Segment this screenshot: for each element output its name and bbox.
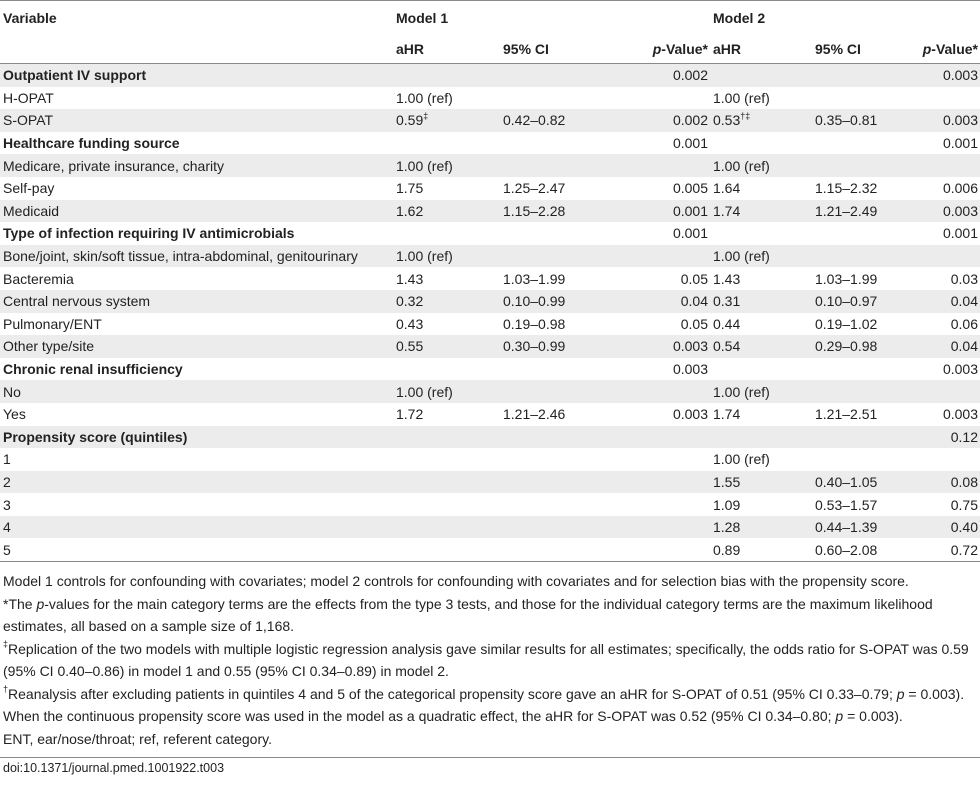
m2-ci-cell bbox=[812, 380, 911, 403]
m2-ahr-cell bbox=[710, 222, 812, 245]
m2-ci-cell: 1.03–1.99 bbox=[815, 270, 878, 287]
row-label: Chronic renal insufficiency bbox=[3, 361, 183, 378]
m2-pvalue-cell: 0.001 bbox=[942, 225, 978, 242]
m2-pvalue-cell: 0.001 bbox=[942, 135, 978, 152]
m2-ci-cell bbox=[812, 64, 911, 87]
m1-ci-cell: 0.30–0.99 bbox=[500, 335, 604, 358]
table-row bbox=[0, 245, 980, 268]
row-label: 2 bbox=[0, 471, 393, 494]
m2-ci-cell: 1.21–2.49 bbox=[812, 200, 911, 223]
m2-ahr-cell bbox=[710, 64, 812, 87]
table-row bbox=[0, 516, 980, 539]
row-label: S-OPAT bbox=[0, 109, 393, 132]
m2-ci-cell: 0.35–0.81 bbox=[812, 109, 911, 132]
m2-ahr-cell: 0.44 bbox=[713, 315, 741, 332]
m2-ahr-cell: 1.28 bbox=[710, 516, 812, 539]
m2-ci-cell: 0.40–1.05 bbox=[812, 471, 911, 494]
m1-ahr-cell: 1.00 (ref) bbox=[393, 245, 500, 268]
row-label: Propensity score (quintiles) bbox=[0, 426, 393, 449]
m2-ci-cell bbox=[812, 222, 911, 245]
m2-ahr-cell: 1.00 (ref) bbox=[713, 451, 770, 468]
m1-ci-cell bbox=[500, 448, 604, 471]
table-row bbox=[0, 426, 980, 449]
m1-ahr-cell: 1.72 bbox=[396, 406, 424, 423]
m1-ci-cell: 1.15–2.28 bbox=[500, 200, 604, 223]
m2-ahr-cell bbox=[710, 358, 812, 381]
table-footnotes bbox=[0, 562, 980, 750]
table-row bbox=[0, 335, 980, 358]
m2-pvalue-cell: 0.08 bbox=[911, 471, 980, 494]
m1-pvalue-cell: 0.002 bbox=[604, 64, 710, 87]
table-row bbox=[0, 471, 980, 494]
doi-line: doi:10.1371/journal.pmed.1001922.t003 bbox=[0, 757, 980, 775]
header-blank bbox=[0, 34, 393, 64]
m2-ahr-cell: 0.31 bbox=[710, 290, 812, 313]
m2-pvalue-cell: 0.04 bbox=[911, 335, 980, 358]
row-label: Bone/joint, skin/soft tissue, intra-abdominal, genitourinary bbox=[0, 245, 393, 268]
row-label: No bbox=[0, 380, 393, 403]
table-row bbox=[0, 109, 980, 132]
row-label: Yes bbox=[3, 406, 26, 423]
m2-pvalue-cell: 0.06 bbox=[950, 315, 978, 332]
m2-pvalue-cell: 0.003 bbox=[911, 109, 980, 132]
header-m1-pvalue: p-Value* bbox=[604, 34, 710, 64]
row-label: 1 bbox=[3, 451, 11, 468]
table-body bbox=[0, 64, 980, 562]
m2-pvalue-cell: 0.006 bbox=[942, 180, 978, 197]
table-row bbox=[0, 87, 980, 110]
m2-pvalue-cell: 0.12 bbox=[911, 426, 980, 449]
m1-pvalue-cell bbox=[604, 471, 710, 494]
m1-pvalue-cell: 0.05 bbox=[680, 270, 708, 287]
table-row bbox=[0, 64, 980, 87]
m1-ahr-cell: 0.55 bbox=[393, 335, 500, 358]
header-variable: Variable bbox=[3, 9, 57, 26]
m2-ahr-cell: 0.54 bbox=[710, 335, 812, 358]
m1-pvalue-cell bbox=[604, 493, 710, 516]
m2-pvalue-cell: 0.75 bbox=[950, 496, 978, 513]
row-label: Pulmonary/ENT bbox=[3, 315, 102, 332]
m1-ci-cell bbox=[500, 222, 604, 245]
m2-pvalue-cell: 0.40 bbox=[911, 516, 980, 539]
header-model-2: Model 2 bbox=[713, 9, 766, 26]
m2-pvalue-cell: 0.03 bbox=[950, 270, 978, 287]
m1-pvalue-cell bbox=[604, 448, 710, 471]
row-label: 5 bbox=[0, 538, 393, 561]
m1-ci-cell bbox=[500, 493, 604, 516]
m1-ahr-cell bbox=[393, 471, 500, 494]
m1-ahr-cell bbox=[393, 516, 500, 539]
m1-pvalue-cell: 0.003 bbox=[672, 361, 708, 378]
table-row bbox=[0, 200, 980, 223]
m1-ci-cell bbox=[500, 245, 604, 268]
m2-ci-cell bbox=[812, 358, 911, 381]
m1-ahr-cell: 0.59‡ bbox=[393, 109, 500, 132]
m2-ahr-footnote-mark: †‡ bbox=[740, 110, 751, 121]
header-m2-ci: 95% CI bbox=[812, 34, 911, 64]
table-row bbox=[0, 154, 980, 177]
m1-ahr-cell: 1.00 (ref) bbox=[393, 154, 500, 177]
header-m2-ahr: aHR bbox=[710, 34, 812, 64]
table-row bbox=[0, 177, 980, 200]
m1-ahr-cell: 1.75 bbox=[396, 180, 424, 197]
footnote-models: Model 1 controls for confounding with covariates; model 2 controls for confounding with covariates and for selection bias with the propensity score. bbox=[3, 573, 909, 590]
table-row bbox=[0, 267, 980, 290]
m2-ci-cell bbox=[812, 245, 911, 268]
m1-ahr-cell: 1.43 bbox=[396, 270, 424, 287]
m2-pvalue-cell: 0.72 bbox=[911, 538, 980, 561]
m1-pvalue-cell: 0.001 bbox=[672, 135, 708, 152]
m1-ahr-cell: 0.32 bbox=[393, 290, 500, 313]
m1-pvalue-cell: 0.04 bbox=[604, 290, 710, 313]
m1-pvalue-cell bbox=[604, 516, 710, 539]
m2-ci-cell: 0.44–1.39 bbox=[812, 516, 911, 539]
m1-ahr-footnote-mark: ‡ bbox=[423, 110, 429, 121]
m2-ci-cell bbox=[812, 448, 911, 471]
row-label: Outpatient IV support bbox=[0, 64, 393, 87]
m1-ahr-cell bbox=[393, 426, 500, 449]
m1-ci-cell: 1.03–1.99 bbox=[503, 270, 566, 287]
m1-ci-cell: 0.42–0.82 bbox=[500, 109, 604, 132]
footnote-abbreviations: ENT, ear/nose/throat; ref, referent category. bbox=[3, 730, 272, 747]
m2-ci-cell: 0.60–2.08 bbox=[812, 538, 911, 561]
header-model-1: Model 1 bbox=[396, 9, 449, 26]
m1-pvalue-cell: 0.002 bbox=[604, 109, 710, 132]
m2-pvalue-cell: 0.04 bbox=[911, 290, 980, 313]
m1-pvalue-cell bbox=[604, 380, 710, 403]
m2-pvalue-cell: 0.003 bbox=[911, 200, 980, 223]
m1-ci-cell bbox=[500, 64, 604, 87]
m1-pvalue-cell bbox=[604, 426, 710, 449]
m2-ci-cell: 1.21–2.51 bbox=[815, 406, 878, 423]
m1-pvalue-cell bbox=[604, 245, 710, 268]
table-row bbox=[0, 448, 980, 471]
m2-ci-cell bbox=[812, 87, 911, 110]
m1-ci-cell: 1.21–2.46 bbox=[503, 406, 566, 423]
m1-ahr-cell: 0.43 bbox=[396, 315, 424, 332]
m1-ci-cell bbox=[500, 87, 604, 110]
table-row bbox=[0, 313, 980, 336]
footnote-pvalues: *The p-values for the main category terms are the effects from the type 3 tests, and those for the individual category terms are the maximum likelihood estimates, all based on a sample size of 1,168. bbox=[3, 595, 933, 635]
m2-ahr-cell: 1.00 (ref) bbox=[710, 380, 812, 403]
m1-ahr-cell bbox=[393, 448, 500, 471]
row-label: Bacteremia bbox=[3, 270, 74, 287]
m2-pvalue-cell bbox=[911, 87, 980, 110]
m2-ahr-cell bbox=[710, 426, 812, 449]
m2-ci-cell bbox=[812, 426, 911, 449]
row-label: 3 bbox=[3, 496, 11, 513]
m1-ahr-cell bbox=[393, 64, 500, 87]
m1-ci-cell: 0.10–0.99 bbox=[500, 290, 604, 313]
m1-ci-cell bbox=[500, 538, 604, 561]
m1-pvalue-cell: 0.005 bbox=[672, 180, 708, 197]
m2-ahr-cell: 1.74 bbox=[713, 406, 741, 423]
m2-ahr-cell: 1.74 bbox=[710, 200, 812, 223]
header-m1-ci: 95% CI bbox=[500, 34, 604, 64]
header-m1-ahr: aHR bbox=[393, 34, 500, 64]
table-row bbox=[0, 538, 980, 561]
m1-pvalue-cell: 0.003 bbox=[604, 335, 710, 358]
header-row-2 bbox=[0, 34, 980, 64]
m2-ci-cell: 0.10–0.97 bbox=[812, 290, 911, 313]
header-row-1 bbox=[0, 1, 980, 35]
m1-ci-cell bbox=[500, 132, 604, 155]
m1-ci-cell bbox=[500, 154, 604, 177]
m1-ci-cell bbox=[500, 516, 604, 539]
footnote-replication: ‡Replication of the two models with multiple logistic regression analysis gave similar results for all estimates; specifically, the odds ratio for S-OPAT was 0.59 (95% CI 0.40–0.86) in model 1 and 0.55 (95% CI 0.34–0.89) in model 2. bbox=[3, 638, 969, 680]
row-label: Type of infection requiring IV antimicrobials bbox=[3, 225, 295, 242]
m2-pvalue-cell bbox=[911, 448, 980, 471]
table-row bbox=[0, 132, 980, 155]
m1-ci-cell: 0.19–0.98 bbox=[503, 315, 566, 332]
m1-ahr-cell: 1.00 (ref) bbox=[396, 89, 453, 106]
m2-ci-cell: 1.15–2.32 bbox=[815, 180, 878, 197]
m2-ahr-cell: 1.55 bbox=[710, 471, 812, 494]
m1-ci-cell bbox=[500, 380, 604, 403]
m2-ahr-cell bbox=[710, 132, 812, 155]
table-row bbox=[0, 493, 980, 516]
row-label: Healthcare funding source bbox=[3, 135, 180, 152]
m2-ci-cell: 0.53–1.57 bbox=[815, 496, 878, 513]
m1-ci-cell bbox=[500, 471, 604, 494]
m2-ci-cell bbox=[812, 132, 911, 155]
row-label: Medicare, private insurance, charity bbox=[0, 154, 393, 177]
m1-ahr-cell bbox=[393, 358, 500, 381]
row-label: 4 bbox=[0, 516, 393, 539]
m2-pvalue-cell bbox=[911, 380, 980, 403]
m2-ahr-cell: 1.64 bbox=[713, 180, 741, 197]
m2-ahr-cell: 1.43 bbox=[713, 270, 741, 287]
m1-ahr-cell bbox=[393, 222, 500, 245]
m2-pvalue-cell: 0.003 bbox=[911, 64, 980, 87]
m1-pvalue-cell: 0.003 bbox=[672, 406, 708, 423]
table-row bbox=[0, 222, 980, 245]
header-m2-pvalue: p-Value* bbox=[911, 34, 980, 64]
row-label: Other type/site bbox=[0, 335, 393, 358]
m2-ahr-cell: 1.00 (ref) bbox=[710, 245, 812, 268]
m2-pvalue-cell: 0.003 bbox=[942, 406, 978, 423]
table-row bbox=[0, 403, 980, 426]
m2-ahr-cell: 1.00 (ref) bbox=[713, 89, 770, 106]
m1-ci-cell bbox=[500, 358, 604, 381]
footnote-reanalysis: †Reanalysis after excluding patients in quintiles 4 and 5 of the categorical propensity score gave an aHR for S-OPAT of 0.51 (95% CI 0.33–0.79; p = 0.003). When the continuous propensity score was used in the model as a quadratic effect, the aHR for S-OPAT was 0.52 (95% CI 0.34–0.80; p = 0.003). bbox=[3, 683, 965, 725]
m1-ahr-cell bbox=[393, 538, 500, 561]
m2-ci-cell bbox=[812, 154, 911, 177]
m2-ahr-cell: 1.00 (ref) bbox=[710, 154, 812, 177]
row-label: H-OPAT bbox=[3, 89, 54, 106]
row-label: Medicaid bbox=[0, 200, 393, 223]
m2-pvalue-cell bbox=[911, 245, 980, 268]
m1-pvalue-cell: 0.05 bbox=[680, 315, 708, 332]
m1-ahr-cell: 1.62 bbox=[393, 200, 500, 223]
m1-pvalue-cell bbox=[604, 538, 710, 561]
m1-ci-cell: 1.25–2.47 bbox=[503, 180, 566, 197]
m1-ahr-cell bbox=[393, 493, 500, 516]
m1-pvalue-cell bbox=[604, 154, 710, 177]
row-label: Self-pay bbox=[3, 180, 55, 197]
m2-ci-cell: 0.19–1.02 bbox=[815, 315, 878, 332]
m2-pvalue-cell: 0.003 bbox=[942, 361, 978, 378]
m1-ahr-cell: 1.00 (ref) bbox=[393, 380, 500, 403]
m1-ahr-cell bbox=[393, 132, 500, 155]
m2-ahr-cell: 0.89 bbox=[710, 538, 812, 561]
m2-pvalue-cell bbox=[911, 154, 980, 177]
m2-ci-cell: 0.29–0.98 bbox=[812, 335, 911, 358]
table-row bbox=[0, 290, 980, 313]
table-row bbox=[0, 380, 980, 403]
m1-pvalue-cell bbox=[604, 87, 710, 110]
table-row bbox=[0, 358, 980, 381]
m1-pvalue-cell: 0.001 bbox=[672, 225, 708, 242]
m1-ci-cell bbox=[500, 426, 604, 449]
m1-pvalue-cell: 0.001 bbox=[604, 200, 710, 223]
m2-ahr-cell: 0.53†‡ bbox=[710, 109, 812, 132]
m2-ahr-cell: 1.09 bbox=[713, 496, 741, 513]
row-label: Central nervous system bbox=[0, 290, 393, 313]
